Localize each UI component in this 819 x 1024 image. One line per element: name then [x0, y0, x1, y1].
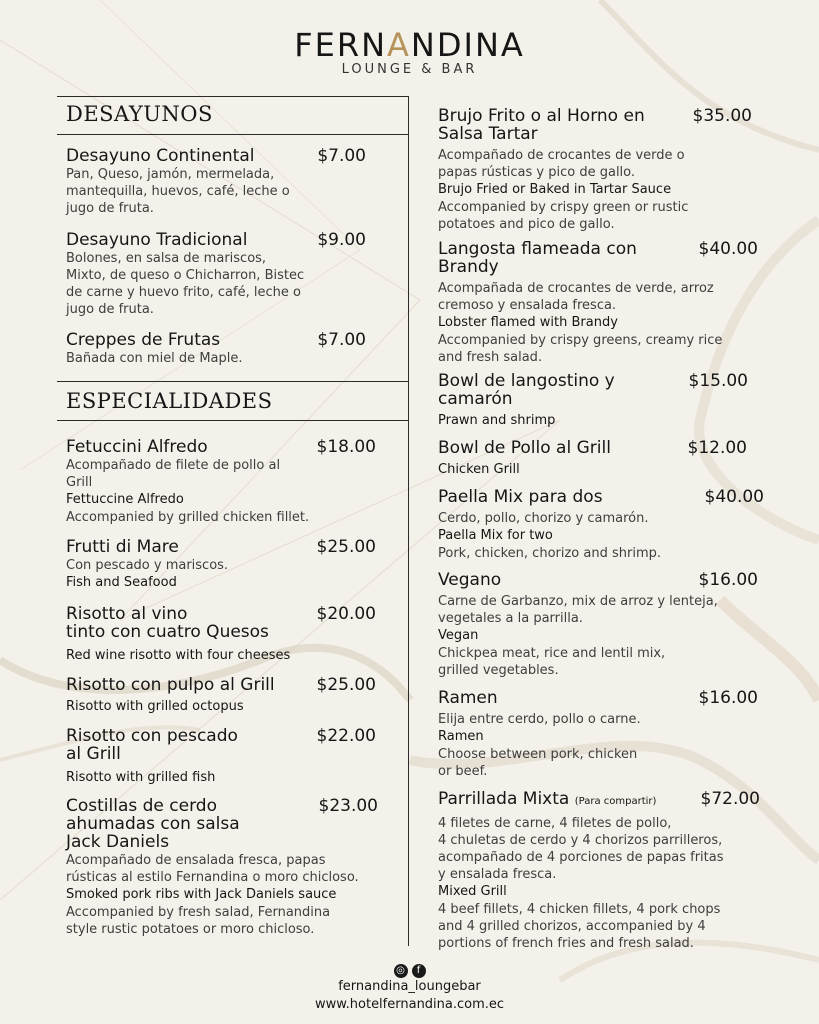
column-divider	[408, 96, 409, 946]
item-english-description: Accompanied by grilled chicken fillet.	[66, 510, 310, 525]
item-english-title: Brujo Fried or Baked in Tartar Sauce	[438, 182, 672, 197]
item-name: Brujo Frito o al Horno en Salsa Tartar	[438, 106, 645, 144]
menu-item	[438, 439, 747, 478]
item-english-description: Accompanied by crispy green or rustic potatoes and pico de gallo.	[438, 200, 689, 232]
item-name: Langosta flameada con Brandy	[438, 239, 637, 277]
menu-item	[438, 240, 758, 366]
item-price: $40.00	[698, 239, 758, 259]
item-description: Cerdo, pollo, chorizo y camarón.	[438, 511, 649, 526]
menu-item	[438, 571, 758, 679]
item-name: Risotto con pulpo al Grill	[66, 675, 275, 695]
item-name: Risotto al vino tinto con cuatro Quesos	[66, 604, 269, 642]
item-price: $25.00	[316, 675, 376, 695]
menu-item	[66, 727, 376, 786]
item-price: $22.00	[316, 726, 376, 746]
item-description: Acompañado de crocantes de verde o papas rústicas y pico de gallo.	[438, 148, 685, 180]
divider	[57, 96, 408, 97]
divider	[57, 134, 408, 135]
menu-item	[66, 605, 376, 664]
item-english-title: Paella Mix for two	[438, 528, 553, 543]
item-english-title: Prawn and shrimp	[438, 413, 556, 428]
item-english-description: Chickpea meat, rice and lentil mix, grilled vegetables.	[438, 646, 666, 678]
item-english-title: Risotto with grilled fish	[66, 770, 216, 785]
item-name: Parrillada Mixta (Para compartir)	[438, 789, 657, 809]
item-price: $12.00	[687, 438, 747, 458]
item-description: 4 filetes de carne, 4 filetes de pollo, 4 chuletas de cerdo y 4 chorizos parrilleros, acompañado de 4 porciones de papas fritas y ensalada fresca.	[438, 816, 724, 882]
item-description: Bañada con miel de Maple.	[66, 351, 243, 366]
divider	[57, 420, 408, 421]
item-english-title: Fish and Seafood	[66, 575, 177, 590]
item-price: $18.00	[316, 437, 376, 457]
item-price: $20.00	[316, 604, 376, 624]
item-price: $35.00	[692, 106, 752, 126]
item-name: Fetuccini Alfredo	[66, 437, 208, 457]
item-english-title: Smoked pork ribs with Jack Daniels sauce	[66, 887, 337, 902]
item-price: $15.00	[688, 371, 748, 391]
item-name: Costillas de cerdo ahumadas con salsa Jack Daniels	[66, 796, 240, 852]
section-title-desayunos: DESAYUNOS	[66, 102, 213, 126]
item-price: $23.00	[318, 796, 378, 816]
item-note: (Para compartir)	[574, 796, 657, 807]
item-name: Desayuno Continental	[66, 146, 255, 166]
item-english-description: Accompanied by crispy greens, creamy rice and fresh salad.	[438, 333, 723, 365]
menu-item	[438, 107, 752, 233]
item-description: Acompañado de ensalada fresca, papas rústicas al estilo Fernandina o moro chicloso.	[66, 853, 359, 885]
menu-item	[66, 676, 376, 715]
item-english-description: Accompanied by fresh salad, Fernandina style rustic potatoes or moro chicloso.	[66, 905, 331, 937]
item-english-description: 4 beef fillets, 4 chicken fillets, 4 pork chops and 4 grilled chorizos, accompanied by 4 portions of french fries and fresh salad.	[438, 902, 721, 951]
menu-item	[438, 372, 748, 429]
item-price: $16.00	[698, 570, 758, 590]
item-description: Elija entre cerdo, pollo o carne.	[438, 712, 641, 727]
menu-item	[66, 797, 396, 938]
item-english-title: Vegan	[438, 628, 479, 643]
menu-item	[66, 331, 366, 367]
menu-item	[66, 438, 376, 526]
menu-item	[66, 231, 366, 318]
item-price: $16.00	[698, 688, 758, 708]
social-handle[interactable]: fernandina_loungebar	[338, 979, 481, 994]
item-name: Bowl de langostino y camarón	[438, 371, 615, 409]
item-price: $7.00	[317, 146, 366, 166]
item-description: Pan, Queso, jamón, mermelada, mantequilla, huevos, café, leche o jugo de fruta.	[66, 167, 290, 216]
item-name: Bowl de Pollo al Grill	[438, 438, 611, 458]
instagram-icon[interactable]: ◎	[394, 964, 408, 978]
brand-subtitle: LOUNGE & BAR	[341, 62, 478, 77]
item-description: Acompañado de filete de pollo al Grill	[66, 458, 281, 490]
menu-item	[438, 689, 758, 780]
item-name: Creppes de Frutas	[66, 330, 221, 350]
item-english-title: Chicken Grill	[438, 462, 520, 477]
item-name: Frutti di Mare	[66, 537, 179, 557]
item-english-title: Risotto with grilled octopus	[66, 699, 244, 714]
item-english-title: Lobster flamed with Brandy	[438, 315, 618, 330]
item-name: Vegano	[438, 570, 502, 590]
section-title-especialidades: ESPECIALIDADES	[66, 389, 273, 413]
item-english-description: Choose between pork, chicken or beef.	[438, 747, 638, 779]
menu-item	[438, 488, 764, 562]
item-description: Carne de Garbanzo, mix de arroz y lenteja, vegetales a la parrilla.	[438, 594, 718, 626]
item-description: Con pescado y mariscos.	[66, 558, 229, 573]
menu-item	[438, 790, 760, 952]
item-english-title: Ramen	[438, 729, 484, 744]
item-english-title: Mixed Grill	[438, 884, 507, 899]
social-icons	[0, 962, 819, 978]
item-english-title: Fettuccine Alfredo	[66, 492, 184, 507]
item-price: $9.00	[317, 230, 366, 250]
item-description: Bolones, en salsa de mariscos, Mixto, de queso o Chicharron, Bistec de carne y huevo frito, café, leche o jugo de fruta.	[66, 251, 305, 317]
item-name: Desayuno Tradicional	[66, 230, 248, 250]
item-price: $72.00	[700, 789, 760, 809]
item-description: Acompañada de crocantes de verde, arroz cremoso y ensalada fresca.	[438, 281, 714, 313]
facebook-icon[interactable]: f	[412, 964, 426, 978]
item-price: $7.00	[317, 330, 366, 350]
item-name: Risotto con pescado al Grill	[66, 726, 238, 764]
item-name: Paella Mix para dos	[438, 487, 603, 507]
website-link[interactable]: www.hotelfernandina.com.ec	[314, 997, 505, 1012]
item-price: $40.00	[704, 487, 764, 507]
item-english-title: Red wine risotto with four cheeses	[66, 648, 291, 663]
menu-item	[66, 147, 366, 217]
brand-logo: FERNANDINA	[294, 26, 525, 64]
item-price: $25.00	[316, 537, 376, 557]
item-english-description: Pork, chicken, chorizo and shrimp.	[438, 546, 661, 561]
divider	[57, 381, 408, 382]
item-name: Ramen	[438, 688, 498, 708]
menu-item	[66, 538, 376, 591]
